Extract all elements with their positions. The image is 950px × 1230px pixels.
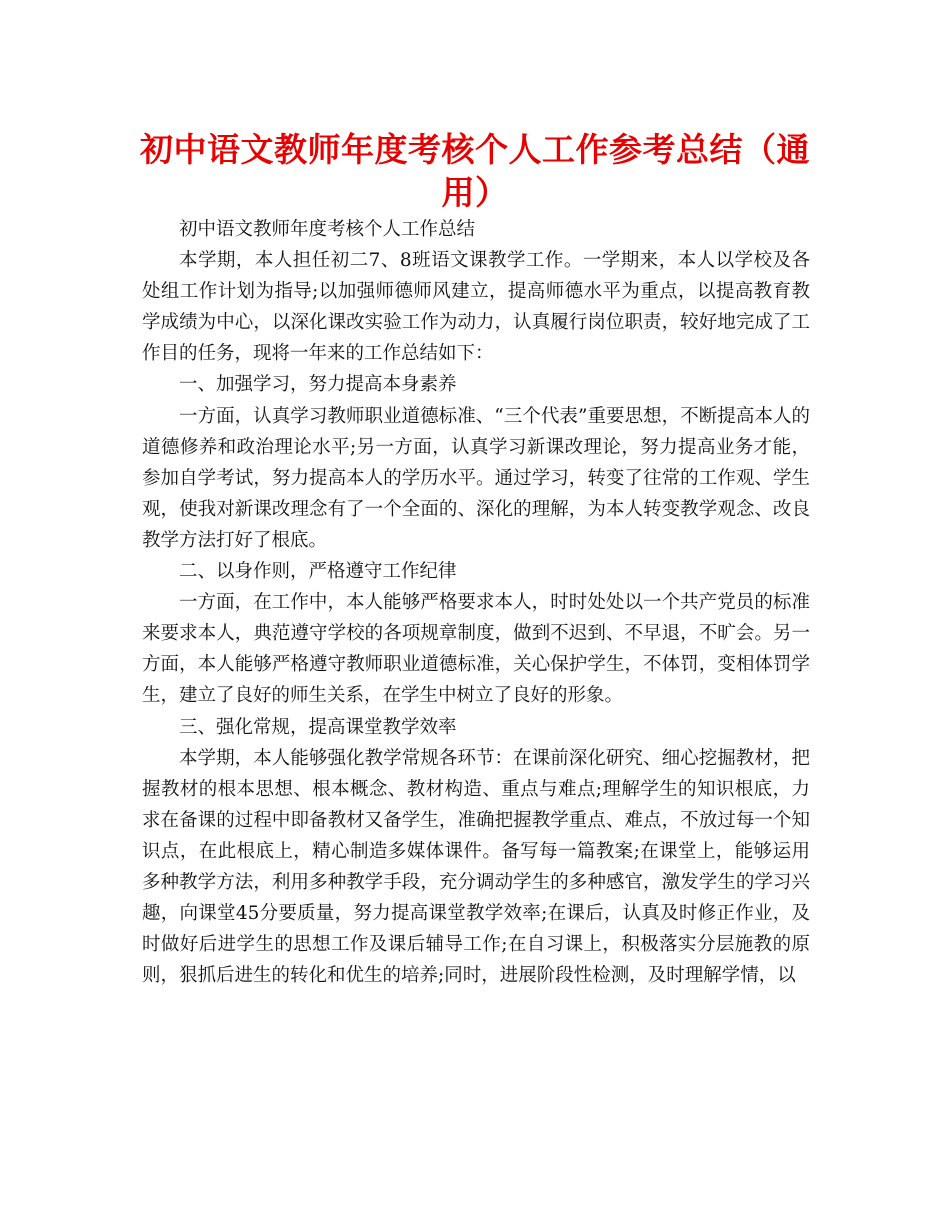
section-heading-3: 三、强化常规，提高课堂教学效率 [179,716,457,738]
paragraph-intro: 本学期，本人担任初二7、8班语文课教学工作。一学期来，本人以学校及各处组工作计划为指导;以加强师德师风建立，提高师德水平为重点，以提高教育教学成绩为中心，以深化课改实验工作为动力，认真履行岗位职责，较好地完成了工作目的任务，现将一年来的工作总结如下： [142,250,810,365]
section-heading-2: 二、以身作则，严格遵守工作纪律 [179,561,457,583]
paragraph-section-3: 本学期，本人能够强化教学常规各环节：在课前深化研究、细心挖掘教材，把握教材的根本思想、根本概念、教材构造、重点与难点;理解学生的知识根底，力求在备课的过程中即备教材又备学生，准确把握教学重点、难点，不放过每一个知识点，在此根底上，精心制造多媒体课件。备写每一篇教案;在课堂上，能够运用多种教学方法，利用多种教学手段，充分调动学生的多种感官，激发学生的学习兴趣，向课堂45分要质量，努力提高课堂教学效率;在课后，认真及时修正作业，及时做好后进学生的思想工作及课后辅导工作;在自习课上，积极落实分层施教的原则，狠抓后进生的转化和优生的培养;同时，进展阶段性检测，及时理解学情，以 [142,747,810,987]
section-heading-1: 一、加强学习，努力提高本身素养 [179,374,457,396]
document-title: 初中语文教师年度考核个人工作参考总结（通用） [140,130,810,212]
document-body [142,214,810,991]
document-subtitle: 初中语文教师年度考核个人工作总结 [179,219,476,240]
paragraph-section-1: 一方面，认真学习教师职业道德标准、“三个代表”重要思想，不断提高本人的道德修养和政治理论水平;另一方面，认真学习新课改理论，努力提高业务才能，参加自学考试，努力提高本人的学历水平。通过学习，转变了往常的工作观、学生观，使我对新课改理念有了一个全面的、深化的理解，为本人转变教学观念、改良教学方法打好了根底。 [142,405,810,551]
paragraph-section-2: 一方面，在工作中，本人能够严格要求本人，时时处处以一个共产党员的标准来要求本人，典范遵守学校的各项规章制度，做到不迟到、不早退，不旷会。另一方面，本人能够严格遵守教师职业道德标准，关心保护学生，不体罚，变相体罚学生，建立了良好的师生关系，在学生中树立了良好的形象。 [142,592,810,707]
